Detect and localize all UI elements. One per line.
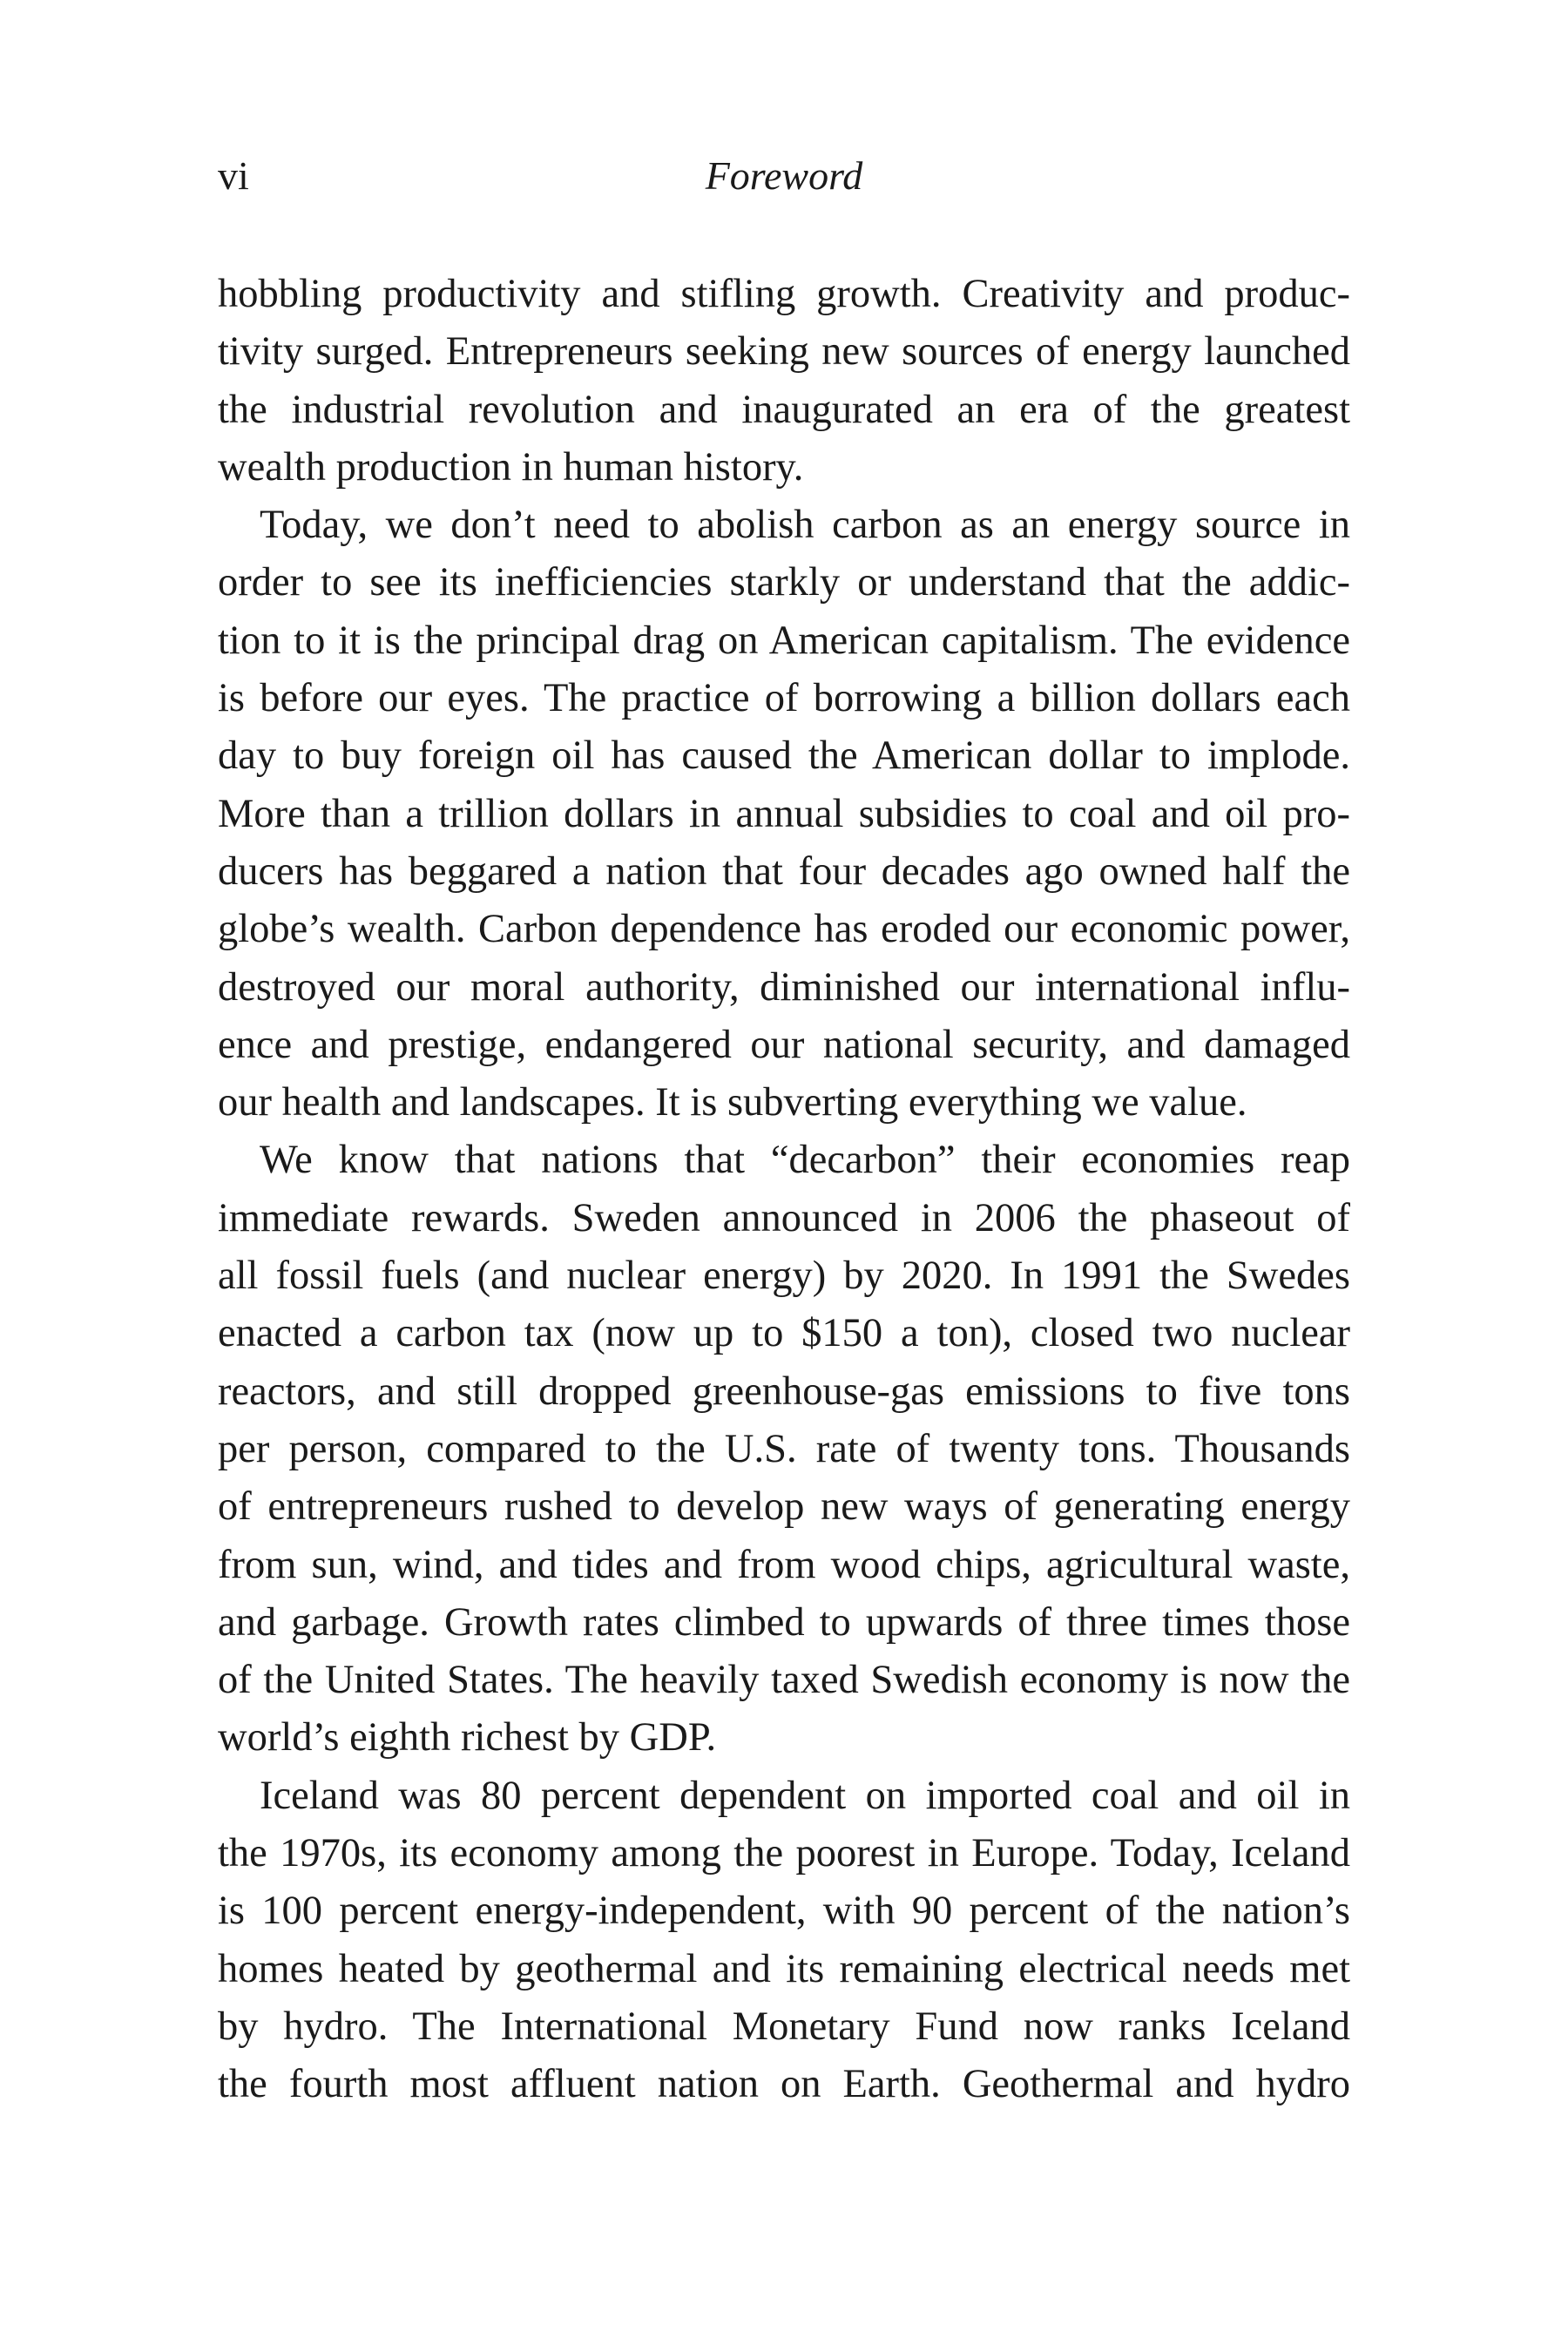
paragraph	[218, 1767, 1350, 2114]
text-line: ducers has beggared a nation that four decades ago owned half the	[218, 848, 1350, 894]
running-head	[218, 150, 1350, 202]
text-line: destroyed our moral authority, diminished our international influ-	[218, 964, 1350, 1010]
text-line: wealth production in human history.	[218, 444, 804, 490]
text-line: Iceland was 80 percent dependent on imported coal and oil in	[260, 1773, 1350, 1818]
text-line: is before our eyes. The practice of borrowing a billion dollars each	[218, 676, 1350, 721]
text-line: from sun, wind, and tides and from wood chips, agricultural waste,	[218, 1542, 1350, 1587]
text-line: ence and prestige, endangered our national security, and damaged	[218, 1022, 1350, 1067]
text-line: and garbage. Growth rates climbed to upwards of three times those	[218, 1599, 1350, 1645]
text-line: day to buy foreign oil has caused the American dollar to implode.	[218, 733, 1350, 779]
text-line: per person, compared to the U.S. rate of twenty tons. Thousands	[218, 1426, 1350, 1471]
text-line: homes heated by geothermal and its remaining electrical needs met	[218, 1946, 1350, 1991]
text-line: our health and landscapes. It is subverting everything we value.	[218, 1080, 1247, 1125]
text-line: More than a trillion dollars in annual subsidies to coal and oil pro-	[218, 791, 1350, 836]
text-line: of entrepreneurs rushed to develop new ways of generating energy	[218, 1484, 1350, 1530]
text-line: Today, we don’t need to abolish carbon as an energy source in	[260, 503, 1350, 548]
text-line: tivity surged. Entrepreneurs seeking new sources of energy launched	[218, 329, 1350, 375]
page-number: vi	[218, 153, 249, 198]
text-line: immediate rewards. Sweden announced in 2006 the phaseout of	[218, 1195, 1350, 1240]
text-line: is 100 percent energy-independent, with 90 percent of the nation’s	[218, 1889, 1350, 1934]
running-title: Foreword	[705, 153, 863, 198]
text-line: reactors, and still dropped greenhouse-gas emissions to five tons	[218, 1369, 1350, 1414]
text-line: of the United States. The heavily taxed Swedish economy is now the	[218, 1658, 1350, 1703]
paragraph	[218, 266, 1350, 497]
text-line: by hydro. The International Monetary Fund now ranks Iceland	[218, 2004, 1350, 2049]
text-line: world’s eighth richest by GDP.	[218, 1715, 717, 1761]
text-line: the industrial revolution and inaugurated an era of the greatest	[218, 387, 1350, 432]
text-line: order to see its inefficiencies starkly or understand that the addic-	[218, 560, 1350, 605]
body-text	[218, 266, 1350, 2114]
text-line: the 1970s, its economy among the poorest in Europe. Today, Iceland	[218, 1831, 1350, 1876]
text-line: the fourth most affluent nation on Earth. Geothermal and hydro	[218, 2062, 1350, 2107]
text-line: We know that nations that “decarbon” their economies reap	[260, 1138, 1350, 1183]
text-line: all fossil fuels (and nuclear energy) by 2020. In 1991 the Swedes	[218, 1254, 1350, 1299]
text-line: globe’s wealth. Carbon dependence has eroded our economic power,	[218, 907, 1350, 952]
text-line: enacted a carbon tax (now up to $150 a ton), closed two nuclear	[218, 1311, 1350, 1356]
text-line: tion to it is the principal drag on American capitalism. The evidence	[218, 618, 1350, 663]
paragraph	[218, 1132, 1350, 1767]
text-line: hobbling productivity and stifling growth. Creativity and produc-	[218, 272, 1350, 316]
paragraph	[218, 497, 1350, 1132]
